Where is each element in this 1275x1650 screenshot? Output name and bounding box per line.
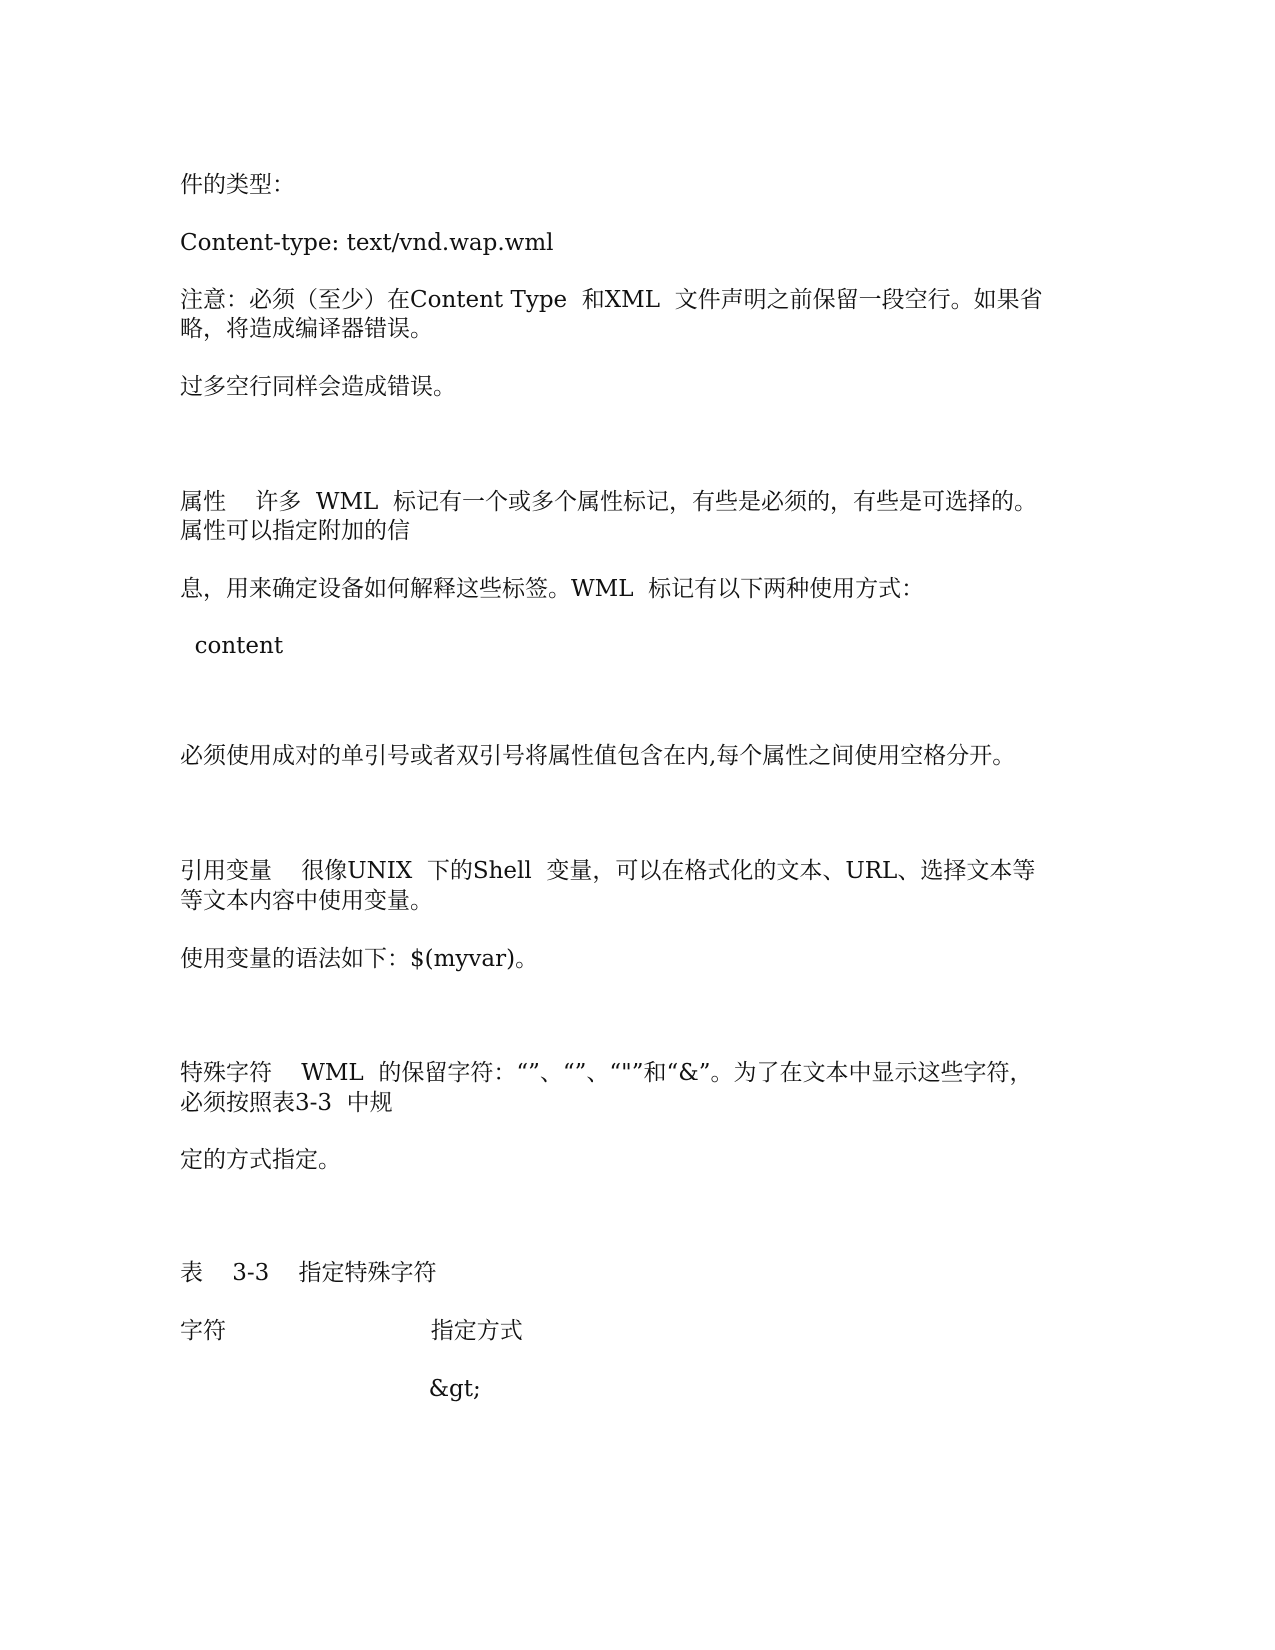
table-caption: 表 3-3 指定特殊字符 <box>180 1260 437 1286</box>
text-line: 使用变量的语法如下：$(myvar)。 <box>180 946 539 972</box>
text-line: 注意：必须（至少）在Content Type 和XML 文件声明之前保留一段空行。如果省 <box>180 287 1043 313</box>
text-line: Content-type: text/vnd.wap.wml <box>180 230 554 256</box>
table-cell: &gt; <box>180 1376 481 1402</box>
text-line: 引用变量 很像UNIX 下的Shell 变量，可以在格式化的文本、URL、选择文本等 <box>180 858 1036 884</box>
text-line: 定的方式指定。 <box>180 1147 341 1173</box>
text-line: 略，将造成编译器错误。 <box>180 316 433 342</box>
text-line: 必须按照表3-3 中规 <box>180 1090 393 1116</box>
table-header: 字符 指定方式 <box>180 1318 523 1344</box>
text-line: 属性可以指定附加的信 <box>180 518 410 544</box>
text-line: 特殊字符 WML 的保留字符：“”、“”、“"”和“&”。为了在文本中显示这些字符， <box>180 1060 1033 1086</box>
text-line: 等文本内容中使用变量。 <box>180 888 433 914</box>
text-line: 属性 许多 WML 标记有一个或多个属性标记，有些是必须的，有些是可选择的。 <box>180 489 1037 515</box>
text-line: 息，用来确定设备如何解释这些标签。WML 标记有以下两种使用方式： <box>180 576 925 602</box>
text-line: 过多空行同样会造成错误。 <box>180 374 456 400</box>
text-line: 必须使用成对的单引号或者双引号将属性值包含在内,每个属性之间使用空格分开。 <box>180 743 1016 769</box>
text-line: 件的类型： <box>180 172 295 198</box>
text-line: content <box>180 633 284 659</box>
